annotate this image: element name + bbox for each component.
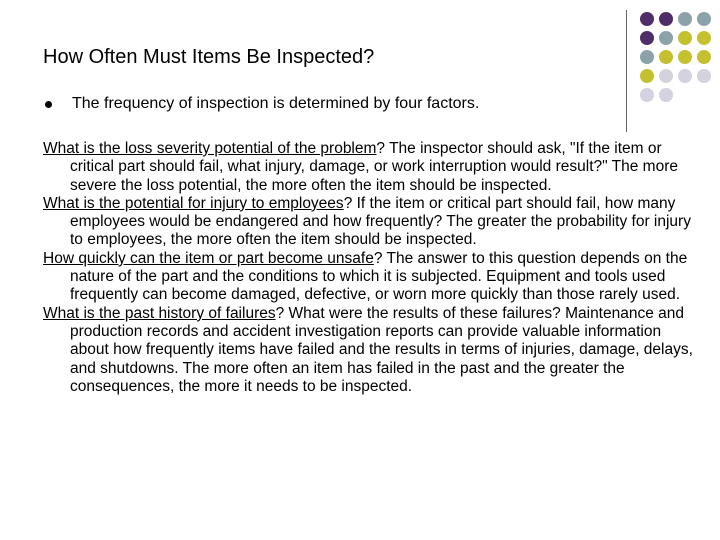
decorative-dot	[678, 69, 692, 83]
decorative-dot	[659, 88, 673, 102]
decorative-dot	[640, 69, 654, 83]
title-divider-line	[626, 10, 627, 132]
decorative-dot	[640, 12, 654, 26]
bullet-text: The frequency of inspection is determined by four factors.	[72, 95, 480, 112]
decorative-dot	[697, 69, 711, 83]
body-text	[43, 140, 703, 396]
factor-answer: What were the results of these failures? Maintenance and production records and accident investigation reports can provide valuable information about how frequently items have failed and the results in terms of injuries, damage, delays, and shutdowns. The more often an item has failed in the past and the greater the consequences, the more it needs to be inspected.	[70, 304, 693, 395]
decorative-dot	[697, 12, 711, 26]
question-mark: ?	[376, 140, 386, 157]
decorative-dot	[659, 12, 673, 26]
decorative-dot	[678, 50, 692, 64]
bullet-item	[43, 93, 479, 115]
factor-question: What is the potential for injury to employees	[43, 194, 344, 212]
factor-paragraph-unsafe	[43, 250, 703, 305]
decorative-dot	[697, 31, 711, 45]
decorative-dot	[659, 31, 673, 45]
decorative-dot	[640, 88, 654, 102]
factor-question: What is the past history of failures	[43, 304, 276, 322]
decorative-dot	[659, 69, 673, 83]
slide-title: How Often Must Items Be Inspected?	[43, 46, 375, 68]
decorative-dot	[640, 50, 654, 64]
factor-paragraph-injury	[43, 195, 703, 250]
factor-paragraph-history	[43, 305, 703, 396]
decorative-dot	[697, 50, 711, 64]
question-mark: ?	[343, 194, 353, 212]
factor-answer: The inspector should ask, "If the item or critical part should fail, what injury, damage, or work interruption would result?" The more severe the loss potential, the more often the item should be inspected.	[70, 140, 678, 194]
factor-paragraph-severity	[43, 140, 703, 195]
decorative-dot	[678, 12, 692, 26]
decorative-dot	[678, 31, 692, 45]
question-mark: ?	[275, 304, 285, 322]
question-mark: ?	[373, 249, 383, 267]
decorative-dot	[640, 31, 654, 45]
factor-question: How quickly can the item or part become unsafe	[43, 249, 374, 267]
decorative-dot	[659, 50, 673, 64]
bullet-dot-icon	[45, 101, 52, 108]
factor-answer: If the item or critical part should fail, how many employees would be endangered and how frequently? The greater the probability for injury to employees, the more often the item should be inspected.	[70, 194, 691, 249]
factor-question: What is the loss severity potential of the problem	[43, 140, 377, 157]
factor-answer: The answer to this question depends on the nature of the part and the conditions to which it is subjected. Equipment and tools used frequently can become damaged, defective, or worn more quickly than those rarely used.	[70, 249, 688, 304]
